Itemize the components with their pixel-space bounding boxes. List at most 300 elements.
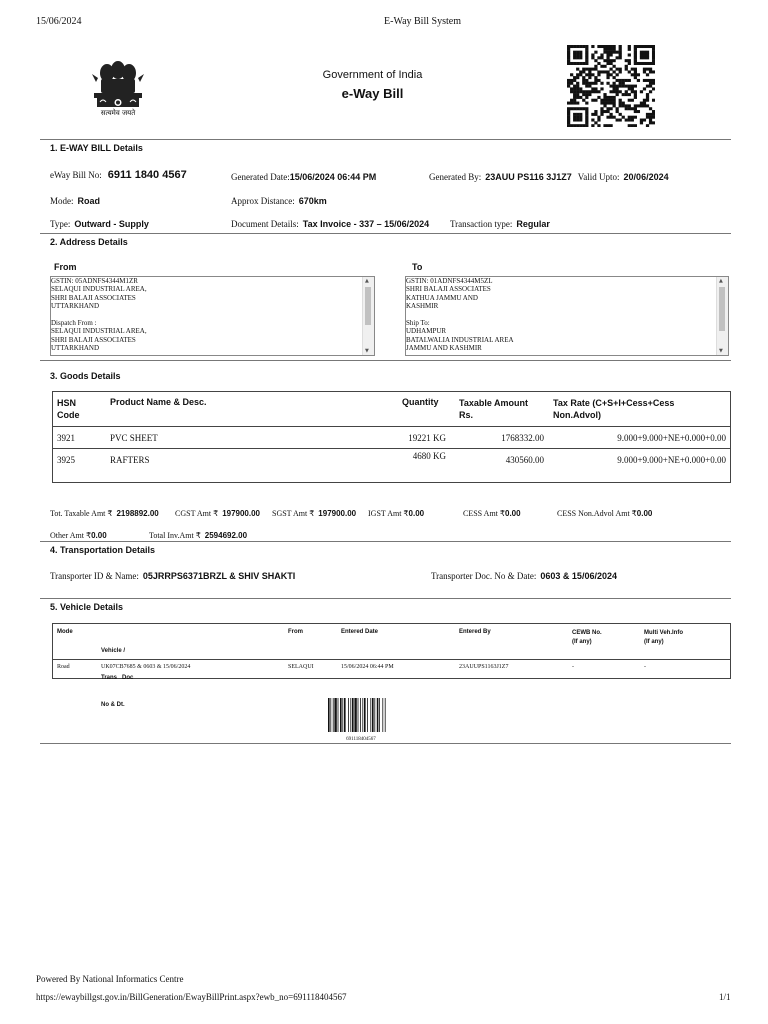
qr-module [576, 119, 579, 122]
qr-module [631, 107, 634, 110]
qr-module [640, 90, 643, 93]
qr-module [634, 59, 637, 62]
qr-module [609, 51, 612, 54]
qr-module [634, 48, 637, 51]
total-cess-nonadvol: CESS Non.Advol Amt ₹0.00 [557, 509, 653, 518]
qr-module [582, 70, 585, 73]
qr-module [567, 107, 570, 110]
qr-module [606, 45, 609, 48]
qr-module [649, 90, 652, 93]
qr-module [609, 116, 612, 119]
qr-module [576, 62, 579, 65]
qr-module [594, 65, 597, 68]
qr-module [576, 90, 579, 93]
page-url[interactable]: https://ewaybillgst.gov.in/BillGeneration/EwayBillPrint.aspx?ewb_no=691118404567 [36, 992, 347, 1002]
qr-module [619, 119, 622, 122]
qr-module [573, 116, 576, 119]
qr-module [591, 73, 594, 76]
qr-module [597, 45, 600, 48]
qr-module [603, 45, 606, 48]
qr-module [579, 119, 582, 122]
qr-module [652, 48, 655, 51]
qr-module [616, 110, 619, 113]
table-row [53, 427, 730, 448]
qr-module [573, 79, 576, 82]
qr-module [613, 70, 616, 73]
col-header-multi-veh: Multi Veh.Info (If any) [644, 630, 683, 645]
scroll-up-icon[interactable]: ▲ [365, 278, 369, 284]
qr-module [567, 51, 570, 54]
qr-module [606, 48, 609, 51]
transaction-type-value: Regular [516, 219, 550, 229]
qr-module [616, 51, 619, 54]
qr-module [619, 53, 622, 56]
qr-module [573, 87, 576, 90]
qr-module [594, 87, 597, 90]
qr-module [606, 53, 609, 56]
document-details-value: Tax Invoice - 337 – 15/06/2024 [302, 219, 430, 229]
divider [40, 743, 731, 744]
qr-module [619, 90, 622, 93]
qr-module [579, 70, 582, 73]
cell-tax-rate: 9.000+9.000+NE+0.000+0.00 [617, 433, 726, 443]
qr-module [649, 116, 652, 119]
valid-upto-value: 20/06/2024 [623, 172, 669, 182]
qr-module [634, 68, 637, 71]
government-title: Government of India [322, 69, 423, 81]
qr-module [570, 99, 573, 102]
barcode-bar [342, 698, 343, 732]
qr-module [646, 68, 649, 71]
qr-module [600, 110, 603, 113]
qr-module [619, 113, 622, 116]
qr-module [603, 104, 606, 107]
barcode [327, 698, 395, 742]
cell-product: PVC SHEET [110, 433, 158, 443]
qr-module [570, 62, 573, 65]
qr-module [643, 62, 646, 65]
qr-module [606, 110, 609, 113]
qr-module [643, 53, 646, 56]
scroll-thumb[interactable] [365, 287, 371, 325]
qr-module [567, 113, 570, 116]
qr-module [634, 124, 637, 127]
qr-module [576, 82, 579, 85]
qr-module [567, 82, 570, 85]
qr-module [576, 45, 579, 48]
qr-module [649, 70, 652, 73]
qr-module [613, 87, 616, 90]
qr-module [625, 65, 628, 68]
divider [40, 360, 731, 361]
qr-module [573, 124, 576, 127]
cell-multi-veh: - [644, 664, 646, 670]
barcode-bar [338, 698, 339, 732]
scroll-thumb[interactable] [719, 287, 725, 331]
scroll-down-icon[interactable]: ▼ [719, 348, 723, 354]
qr-module [576, 53, 579, 56]
to-address-box[interactable] [405, 276, 729, 356]
qr-module [606, 99, 609, 102]
qr-module [582, 107, 585, 110]
qr-module [643, 51, 646, 54]
from-scrollbar[interactable] [362, 277, 374, 355]
qr-module [613, 45, 616, 48]
qr-module [652, 53, 655, 56]
col-header-tax-rate: Tax Rate (C+S+I+Cess+Cess Non.Advol) [553, 398, 675, 420]
section-title-vehicle: 5. Vehicle Details [50, 602, 124, 612]
qr-module [619, 68, 622, 71]
qr-module [652, 113, 655, 116]
qr-module [631, 90, 634, 93]
qr-module [585, 79, 588, 82]
document-title: e-Way Bill [341, 86, 404, 101]
qr-module [628, 45, 631, 48]
qr-module [576, 73, 579, 76]
approx-distance: Approx Distance: 670km [231, 196, 327, 206]
barcode-bar [377, 698, 379, 732]
col-header-quantity: Quantity [402, 397, 439, 407]
qr-module [579, 96, 582, 99]
qr-module [567, 85, 570, 88]
qr-module [573, 93, 576, 96]
qr-module [588, 93, 591, 96]
qr-module [588, 73, 591, 76]
qr-module [646, 85, 649, 88]
qr-module [609, 99, 612, 102]
cell-taxable: 430560.00 [505, 455, 544, 465]
qr-module [649, 45, 652, 48]
qr-module [597, 116, 600, 119]
qr-module [597, 79, 600, 82]
qr-module [597, 56, 600, 59]
qr-module [591, 56, 594, 59]
cell-hsn: 3921 [57, 433, 75, 443]
transporter-doc-value: 0603 & 15/06/2024 [540, 571, 617, 581]
section-title-ewb: 1. E-WAY BILL Details [50, 143, 143, 153]
qr-module [585, 90, 588, 93]
qr-module [619, 48, 622, 51]
qr-module [576, 96, 579, 99]
qr-module [652, 79, 655, 82]
qr-module [591, 45, 594, 48]
qr-module [567, 59, 570, 62]
qr-module [646, 62, 649, 65]
qr-module [619, 82, 622, 85]
powered-by: Powered By National Informatics Centre [36, 974, 184, 984]
qr-module [634, 51, 637, 54]
qr-module [631, 99, 634, 102]
qr-module [582, 90, 585, 93]
qr-module [570, 45, 573, 48]
cell-hsn: 3925 [57, 455, 75, 465]
qr-module [640, 119, 643, 122]
qr-module [588, 68, 591, 71]
section-title-goods: 3. Goods Details [50, 371, 121, 381]
qr-module [649, 62, 652, 65]
qr-module [649, 107, 652, 110]
qr-module [625, 85, 628, 88]
scroll-down-icon[interactable]: ▼ [365, 348, 369, 354]
qr-module [594, 51, 597, 54]
qr-module [613, 90, 616, 93]
qr-module [613, 99, 616, 102]
qr-module [649, 68, 652, 71]
qr-module [652, 82, 655, 85]
qr-module [640, 51, 643, 54]
qr-module [609, 48, 612, 51]
qr-module [609, 73, 612, 76]
qr-module [622, 85, 625, 88]
divider [40, 233, 731, 234]
qr-module [613, 116, 616, 119]
generated-by: Generated By: 23AUU PS116 3J1Z7 Valid Upto: 20/06/2024 [429, 172, 669, 182]
qr-module [597, 96, 600, 99]
col-header-entered-date: Entered Date [341, 629, 379, 635]
qr-module [619, 79, 622, 82]
qr-module [579, 51, 582, 54]
barcode-bar [334, 698, 336, 732]
qr-module [652, 87, 655, 90]
qr-module [579, 90, 582, 93]
qr-module [567, 121, 570, 124]
qr-module [588, 90, 591, 93]
qr-module [585, 116, 588, 119]
qr-module [594, 110, 597, 113]
qr-module [591, 87, 594, 90]
qr-module [582, 45, 585, 48]
qr-module [585, 96, 588, 99]
qr-module [646, 99, 649, 102]
qr-module [631, 119, 634, 122]
qr-module [606, 124, 609, 127]
qr-module [628, 87, 631, 90]
barcode-bar [328, 698, 330, 732]
qr-module [591, 99, 594, 102]
qr-module [579, 73, 582, 76]
qr-module [594, 59, 597, 62]
qr-module [613, 65, 616, 68]
qr-module [570, 102, 573, 105]
cell-taxable: 1768332.00 [501, 433, 544, 443]
qr-module [619, 45, 622, 48]
qr-module [567, 45, 570, 48]
qr-module [646, 104, 649, 107]
qr-module [616, 68, 619, 71]
qr-module [631, 68, 634, 71]
qr-module [613, 59, 616, 62]
cell-entered-date: 15/06/2024 06:44 PM [341, 664, 394, 670]
qr-module [600, 45, 603, 48]
generated-date: Generated Date:15/06/2024 06:44 PM [231, 172, 377, 182]
qr-module [628, 124, 631, 127]
qr-module [594, 79, 597, 82]
qr-module [625, 90, 628, 93]
qr-module [634, 116, 637, 119]
qr-module [585, 110, 588, 113]
qr-module [570, 124, 573, 127]
qr-module [634, 93, 637, 96]
qr-module [619, 85, 622, 88]
qr-module [573, 96, 576, 99]
qr-module [600, 65, 603, 68]
qr-module [613, 85, 616, 88]
qr-module [579, 56, 582, 59]
divider [40, 541, 731, 542]
qr-module [631, 87, 634, 90]
qr-module [603, 48, 606, 51]
qr-module [628, 107, 631, 110]
qr-module [570, 107, 573, 110]
scroll-up-icon[interactable]: ▲ [719, 278, 723, 284]
qr-module [600, 56, 603, 59]
qr-module [643, 87, 646, 90]
qr-module [603, 65, 606, 68]
qr-module [585, 48, 588, 51]
qr-module [652, 116, 655, 119]
qr-module [606, 102, 609, 105]
qr-module [646, 73, 649, 76]
qr-module [628, 85, 631, 88]
barcode-bar [352, 698, 354, 732]
qr-module [585, 93, 588, 96]
qr-module [628, 93, 631, 96]
qr-module [622, 79, 625, 82]
qr-module [646, 79, 649, 82]
qr-module [603, 102, 606, 105]
qr-module [619, 56, 622, 59]
qr-module [609, 45, 612, 48]
qr-module [652, 70, 655, 73]
qr-module [591, 113, 594, 116]
cell-quantity: 19221 KG [408, 433, 446, 443]
qr-module [567, 79, 570, 82]
qr-module [600, 113, 603, 116]
barcode-bar [372, 698, 374, 732]
qr-module [582, 76, 585, 79]
qr-module [637, 79, 640, 82]
qr-module [640, 102, 643, 105]
qr-module [579, 116, 582, 119]
qr-module [625, 68, 628, 71]
from-address-box[interactable] [50, 276, 375, 356]
qr-module [625, 104, 628, 107]
barcode-bar [333, 698, 334, 732]
qr-module [649, 79, 652, 82]
qr-module [649, 82, 652, 85]
qr-module [567, 48, 570, 51]
qr-module [588, 76, 591, 79]
qr-module [585, 59, 588, 62]
qr-module [579, 87, 582, 90]
qr-module [606, 116, 609, 119]
qr-module [585, 107, 588, 110]
total-taxable: Tot. Taxable Amt ₹ 2198892.00 [50, 509, 159, 518]
qr-module [637, 104, 640, 107]
transporter-doc: Transporter Doc. No & Date: 0603 & 15/06/2024 [431, 571, 617, 581]
qr-module [616, 87, 619, 90]
total-cess: CESS Amt ₹0.00 [463, 509, 521, 518]
qr-module [609, 59, 612, 62]
qr-module [616, 56, 619, 59]
qr-module [616, 119, 619, 122]
qr-module [646, 124, 649, 127]
qr-module [646, 93, 649, 96]
generated-date-value: 15/06/2024 06:44 PM [289, 172, 377, 182]
print-page-title: E-Way Bill System [384, 16, 461, 27]
qr-module [609, 107, 612, 110]
qr-module [628, 48, 631, 51]
qr-module [603, 124, 606, 127]
barcode-bar [370, 698, 371, 732]
qr-module [606, 76, 609, 79]
qr-module [625, 79, 628, 82]
qr-module [613, 104, 616, 107]
section-title-transport: 4. Transportation Details [50, 545, 156, 555]
qr-module [606, 62, 609, 65]
qr-module [567, 56, 570, 59]
qr-module [652, 121, 655, 124]
table-row [53, 449, 730, 473]
qr-module [640, 62, 643, 65]
qr-module [634, 110, 637, 113]
qr-module [613, 96, 616, 99]
qr-module [576, 68, 579, 71]
qr-module [616, 93, 619, 96]
to-scrollbar[interactable] [716, 277, 728, 355]
document-details: Document Details: Tax Invoice - 337 – 15/06/2024 [231, 219, 430, 229]
qr-module [628, 99, 631, 102]
qr-module [585, 85, 588, 88]
qr-module [634, 70, 637, 73]
qr-module [570, 73, 573, 76]
qr-module [597, 70, 600, 73]
approx-distance-value: 670km [298, 196, 327, 206]
qr-module [634, 96, 637, 99]
from-label: From [54, 262, 77, 272]
transaction-type: Transaction type: Regular [450, 219, 550, 229]
qr-module [609, 102, 612, 105]
section-title-address: 2. Address Details [50, 237, 128, 247]
qr-module [606, 70, 609, 73]
col-header-mode: Mode [57, 629, 73, 635]
qr-module [652, 99, 655, 102]
qr-module [579, 45, 582, 48]
qr-module [634, 53, 637, 56]
qr-module [616, 73, 619, 76]
barcode-bar [385, 698, 386, 732]
qr-module [594, 82, 597, 85]
qr-module [652, 45, 655, 48]
barcode-bar [382, 698, 383, 732]
qr-module [591, 53, 594, 56]
qr-module [579, 113, 582, 116]
supply-type: Type: Outward - Supply [50, 219, 149, 229]
qr-module [637, 110, 640, 113]
barcode-bar [367, 698, 368, 732]
qr-module [600, 82, 603, 85]
qr-module [585, 68, 588, 71]
qr-module [573, 90, 576, 93]
qr-module [600, 53, 603, 56]
qr-module [628, 62, 631, 65]
qr-module [582, 124, 585, 127]
qr-module [600, 87, 603, 90]
qr-module [628, 70, 631, 73]
qr-module [570, 79, 573, 82]
qr-module [585, 113, 588, 116]
qr-module [646, 45, 649, 48]
